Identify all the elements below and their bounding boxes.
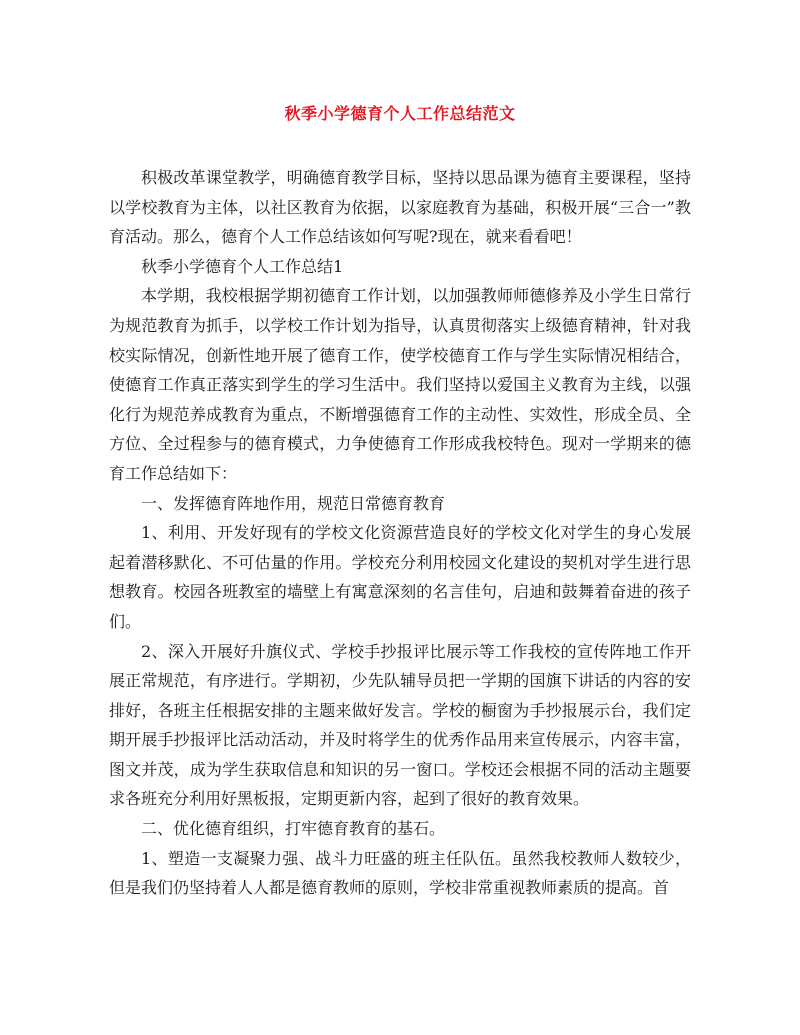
section-heading-two: 二、优化德育组织，打牢德育教育的基石。 <box>141 819 446 839</box>
paragraph-intro: 积极改革课堂教学，明确德育教学目标，坚持以思品课为德育主要课程，坚持以学校教育为主体，以社区教育为依据，以家庭教育为基础，积极开展“三合一”教育活动。那么，德育个人工作总结该如何写呢?现在，就来看看吧！ <box>109 168 691 247</box>
document-body <box>109 163 691 903</box>
paragraph-overview: 本学期，我校根据学期初德育工作计划，以加强教师师德修养及小学生日常行为规范教育为抓手，以学校工作计划为指导，认真贯彻落实上级德育精神，针对我校实际情况，创新性地开展了德育工作，使学校德育工作与学生实际情况相结合，使德育工作真正落实到学生的学习生活中。我们坚持以爱国主义教育为主线，以强化行为规范养成教育为重点，不断增强德育工作的主动性、实效性，形成全员、全方位、全过程参与的德育模式，力争使德育工作形成我校特色。现对一学期来的德育工作总结如下： <box>109 286 691 483</box>
paragraph-item-1: 1、利用、开发好现有的学校文化资源营造良好的学校文化对学生的身心发展起着潜移默化、不可估量的作用。学校充分利用校园文化建设的契机对学生进行思想教育。校园各班教室的墙壁上有寓意深刻的名言佳句，启迪和鼓舞着奋进的孩子们。 <box>109 523 691 631</box>
document-title: 秋季小学德育个人工作总结范文 <box>284 104 516 123</box>
section-heading-one: 一、发挥德育阵地作用，规范日常德育教育 <box>141 493 446 513</box>
paragraph-item-2-1: 1、塑造一支凝聚力强、战斗力旺盛的班主任队伍。虽然我校教师人数较少，但是我们仍坚持着人人都是德育教师的原则，学校非常重视教师素质的提高。首 <box>109 848 691 898</box>
section-heading-summary-1: 秋季小学德育个人工作总结1 <box>141 256 344 276</box>
paragraph-item-2: 2、深入开展好升旗仪式、学校手抄报评比展示等工作我校的宣传阵地工作开展正常规范，有序进行。学期初，少先队辅导员把一学期的国旗下讲话的内容的安排好，各班主任根据安排的主题来做好发言。学校的橱窗为手抄报展示台，我们定期开展手抄报评比活动活动，并及时将学生的优秀作品用来宣传展示，内容丰富，图文并茂，成为学生获取信息和知识的另一窗口。学校还会根据不同的活动主题要求各班充分利用好黑板报，定期更新内容，起到了很好的教育效果。 <box>109 641 691 809</box>
